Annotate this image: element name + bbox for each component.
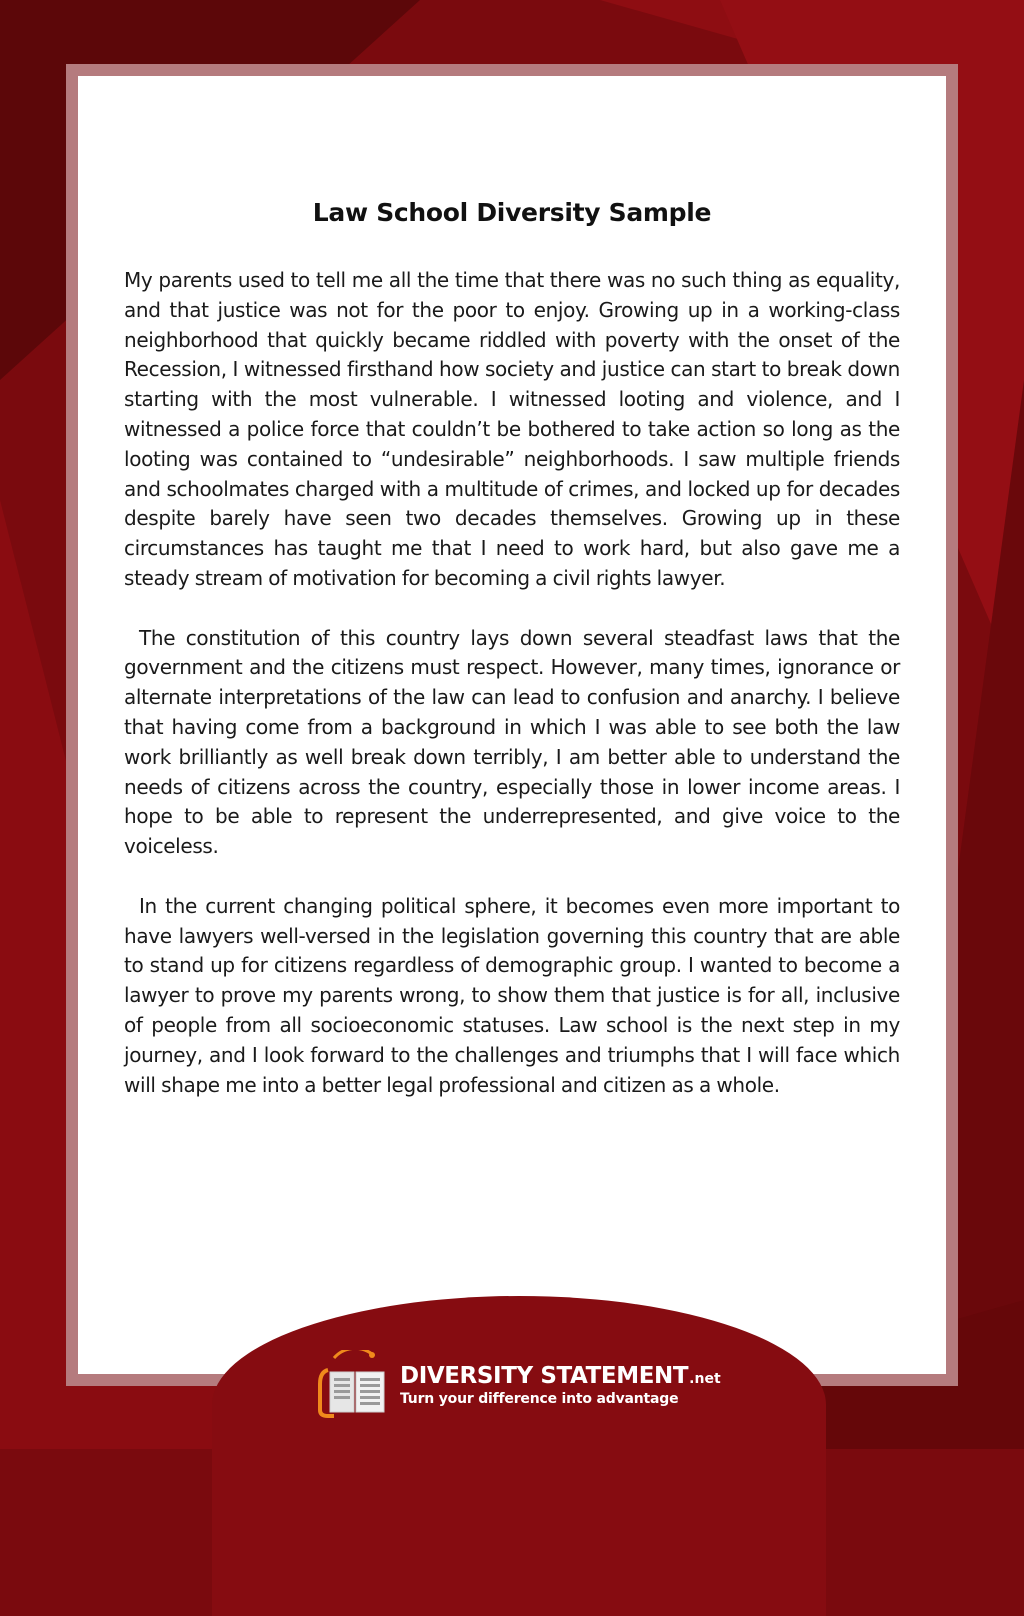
paragraph-2: The constitution of this country lays down several steadfast laws that the government and the citizens must respect. However, many times, ignorance or alternate interpretations of the law can lead to confusion and anarchy. I believe that having come from a background in which I was able to see both the law work brilliantly as well break down terribly, I am better able to understand the needs of citizens across the country, especially those in lower income areas. I hope to be able to represent the underrepresented, and give voice to the voiceless.: [124, 625, 900, 859]
brand-logo: [312, 1350, 721, 1420]
paragraph-3: In the current changing political sphere, it becomes even more important to have lawyers well-versed in the legislation governing this country that are able to stand up for citizens regardless of demographic group. I wanted to become a lawyer to prove my parents wrong, to show them that justice is for all, inclusive of people from all socioeconomic statuses. Law school is the next step in my journey, and I look forward to the challenges and triumphs that I will face which will shape me into a better legal professional and citizen as a whole.: [124, 893, 900, 1097]
brand-name: [400, 1363, 721, 1389]
brand-tld: .net: [689, 1371, 721, 1387]
brand-main: DIVERSITY STATEMENT: [400, 1363, 689, 1389]
footer-arch: [212, 1296, 826, 1616]
document-body: [124, 266, 900, 1130]
open-book-icon: [312, 1350, 394, 1420]
brand-tagline: Turn your difference into advantage: [400, 1391, 679, 1407]
brand-text: [400, 1363, 721, 1407]
paragraph-1: My parents used to tell me all the time that there was no such thing as equality, and that justice was not for the poor to enjoy. Growing up in a working-class neighborhood that quickly became riddled with poverty with the onset of the Recession, I witnessed firsthand how society and justice can start to break down starting with the most vulnerable. I witnessed looting and violence, and I witnessed a police force that couldn’t be bothered to take action so long as the looting was contained to “undesirable” neighborhoods. I saw multiple friends and schoolmates charged with a multitude of crimes, and locked up for decades despite barely have seen two decades themselves. Growing up in these circumstances has taught me that I need to work hard, but also gave me a steady stream of motivation for becoming a civil rights lawyer.: [124, 268, 900, 590]
document-title: Law School Diversity Sample: [312, 198, 712, 227]
